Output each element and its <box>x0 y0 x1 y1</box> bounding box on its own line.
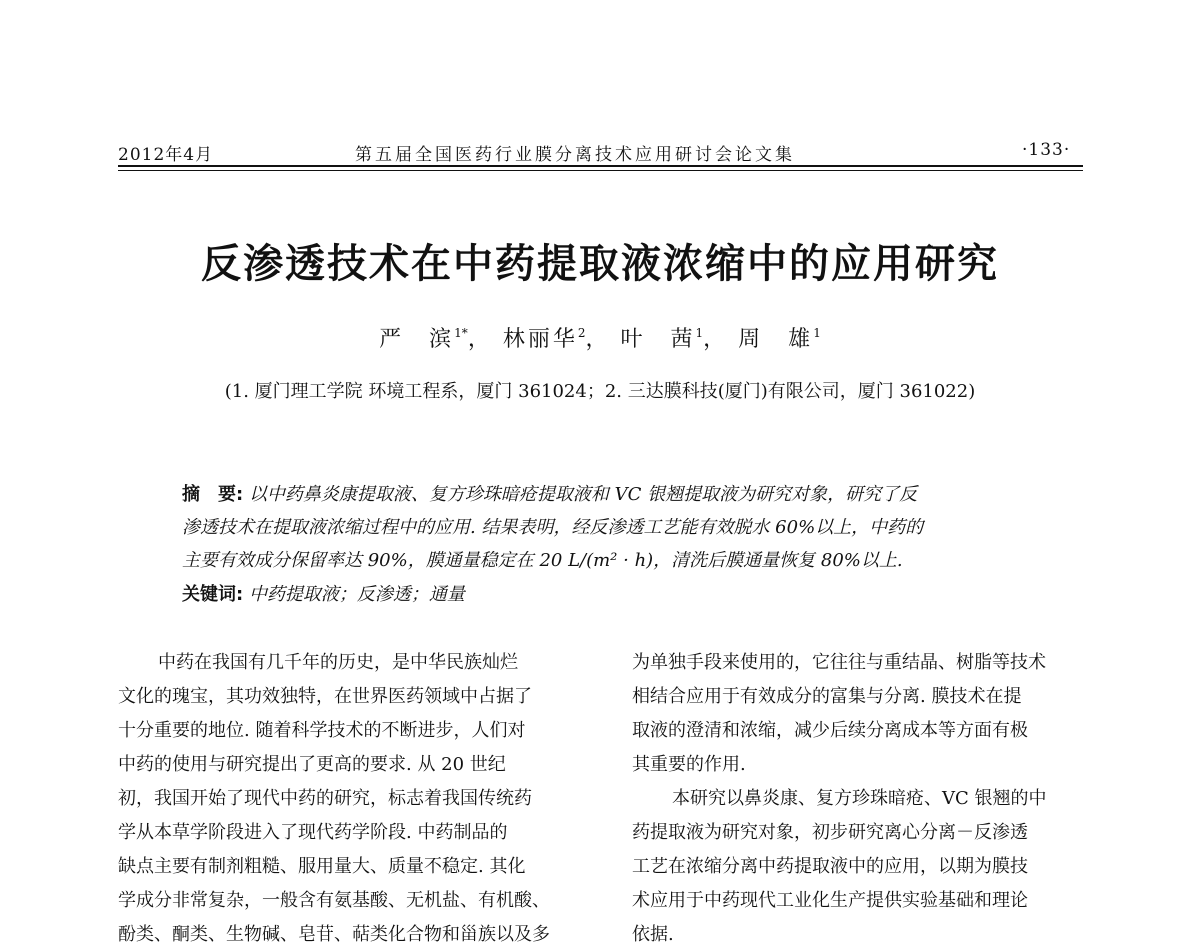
header-journal-title: 第五届全国医药行业膜分离技术应用研讨会论文集 <box>355 145 795 165</box>
body-right-line: 依据. <box>632 924 674 945</box>
paper-title: 反渗透技术在中药提取液浓缩中的应用研究 <box>201 240 999 287</box>
body-left-line: 缺点主要有制剂粗糙、服用量大、质量不稳定. 其化 <box>118 856 526 877</box>
body-left-line: 中药在我国有几千年的历史，是中华民族灿烂 <box>158 652 518 673</box>
body-left-line: 中药的使用与研究提出了更高的要求. 从 20 世纪 <box>118 754 506 775</box>
body-right-line: 取液的澄清和浓缩，减少后续分离成本等方面有极 <box>632 720 1028 741</box>
body-left-line: 十分重要的地位. 随着科学技术的不断进步，人们对 <box>118 720 526 741</box>
body-left-line: 学从本草学阶段进入了现代药学阶段. 中药制品的 <box>118 822 508 843</box>
body-right-line: 工艺在浓缩分离中药提取液中的应用，以期为膜技 <box>632 856 1028 877</box>
abstract-line: 渗透技术在提取液浓缩过程中的应用. 结果表明，经反渗透工艺能有效脱水 60%以上，中药的 <box>182 517 924 538</box>
body-right-line: 相结合应用于有效成分的富集与分离. 膜技术在提 <box>632 686 1022 707</box>
author-separator: ， <box>467 327 493 352</box>
body-left-line: 文化的瑰宝，其功效独特，在世界医药领域中占据了 <box>118 686 532 707</box>
body-left-line: 学成分非常复杂，一般含有氨基酸、无机盐、有机酸、 <box>118 890 550 911</box>
keywords <box>182 580 465 606</box>
body-right-line: 术应用于中药现代工业化生产提供实验基础和理论 <box>632 890 1028 911</box>
abstract-label: 摘 要: <box>182 484 244 505</box>
author-affiliation-mark: 1* <box>454 326 468 340</box>
header-rule-thin <box>118 170 1083 171</box>
body-right-line: 其重要的作用. <box>632 754 746 775</box>
body-right-line: 药提取液为研究对象，初步研究离心分离－反渗透 <box>632 822 1028 843</box>
author-name: 叶 茜 <box>620 327 696 352</box>
abstract-line <box>182 480 917 506</box>
author-list <box>0 322 1200 353</box>
header-date: 2012年4月 <box>118 145 214 165</box>
abstract-line: 主要有效成分保留率达 90%，膜通量稳定在 20 L/(m² · h)，清洗后膜通量恢复 80%以上. <box>182 550 903 571</box>
abstract-text: 以中药鼻炎康提取液、复方珍珠暗疮提取液和 VC 银翘提取液为研究对象，研究了反 <box>248 484 918 505</box>
author-affiliation-mark: 1 <box>813 326 821 340</box>
keywords-label: 关键词: <box>182 584 244 605</box>
body-right-line: 为单独手段来使用的，它往往与重结晶、树脂等技术 <box>632 652 1046 673</box>
body-right-line: 本研究以鼻炎康、复方珍珠暗疮、VC 银翘的中 <box>672 788 1047 809</box>
body-left-line: 初，我国开始了现代中药的研究，标志着我国传统药 <box>118 788 532 809</box>
author-name: 林丽华 <box>502 327 578 352</box>
keywords-text: 中药提取液；反渗透；通量 <box>248 584 465 605</box>
author-separator: ， <box>585 327 611 352</box>
author-separator: ， <box>703 327 729 352</box>
author-name: 周 雄 <box>738 327 814 352</box>
header-rule-thick <box>118 165 1083 167</box>
affiliation: (1. 厦门理工学院 环境工程系，厦门 361024；2. 三达膜科技(厦门)有限公司，厦门 361022) <box>224 381 976 402</box>
body-left-line: 酚类、酮类、生物碱、皂苷、萜类化合物和甾族以及多 <box>118 924 550 945</box>
author-affiliation-mark: 1 <box>695 326 704 340</box>
author-name: 严 滨 <box>379 327 455 352</box>
author-affiliation-mark: 2 <box>577 326 586 340</box>
header-page-number: ·133· <box>1022 140 1071 160</box>
